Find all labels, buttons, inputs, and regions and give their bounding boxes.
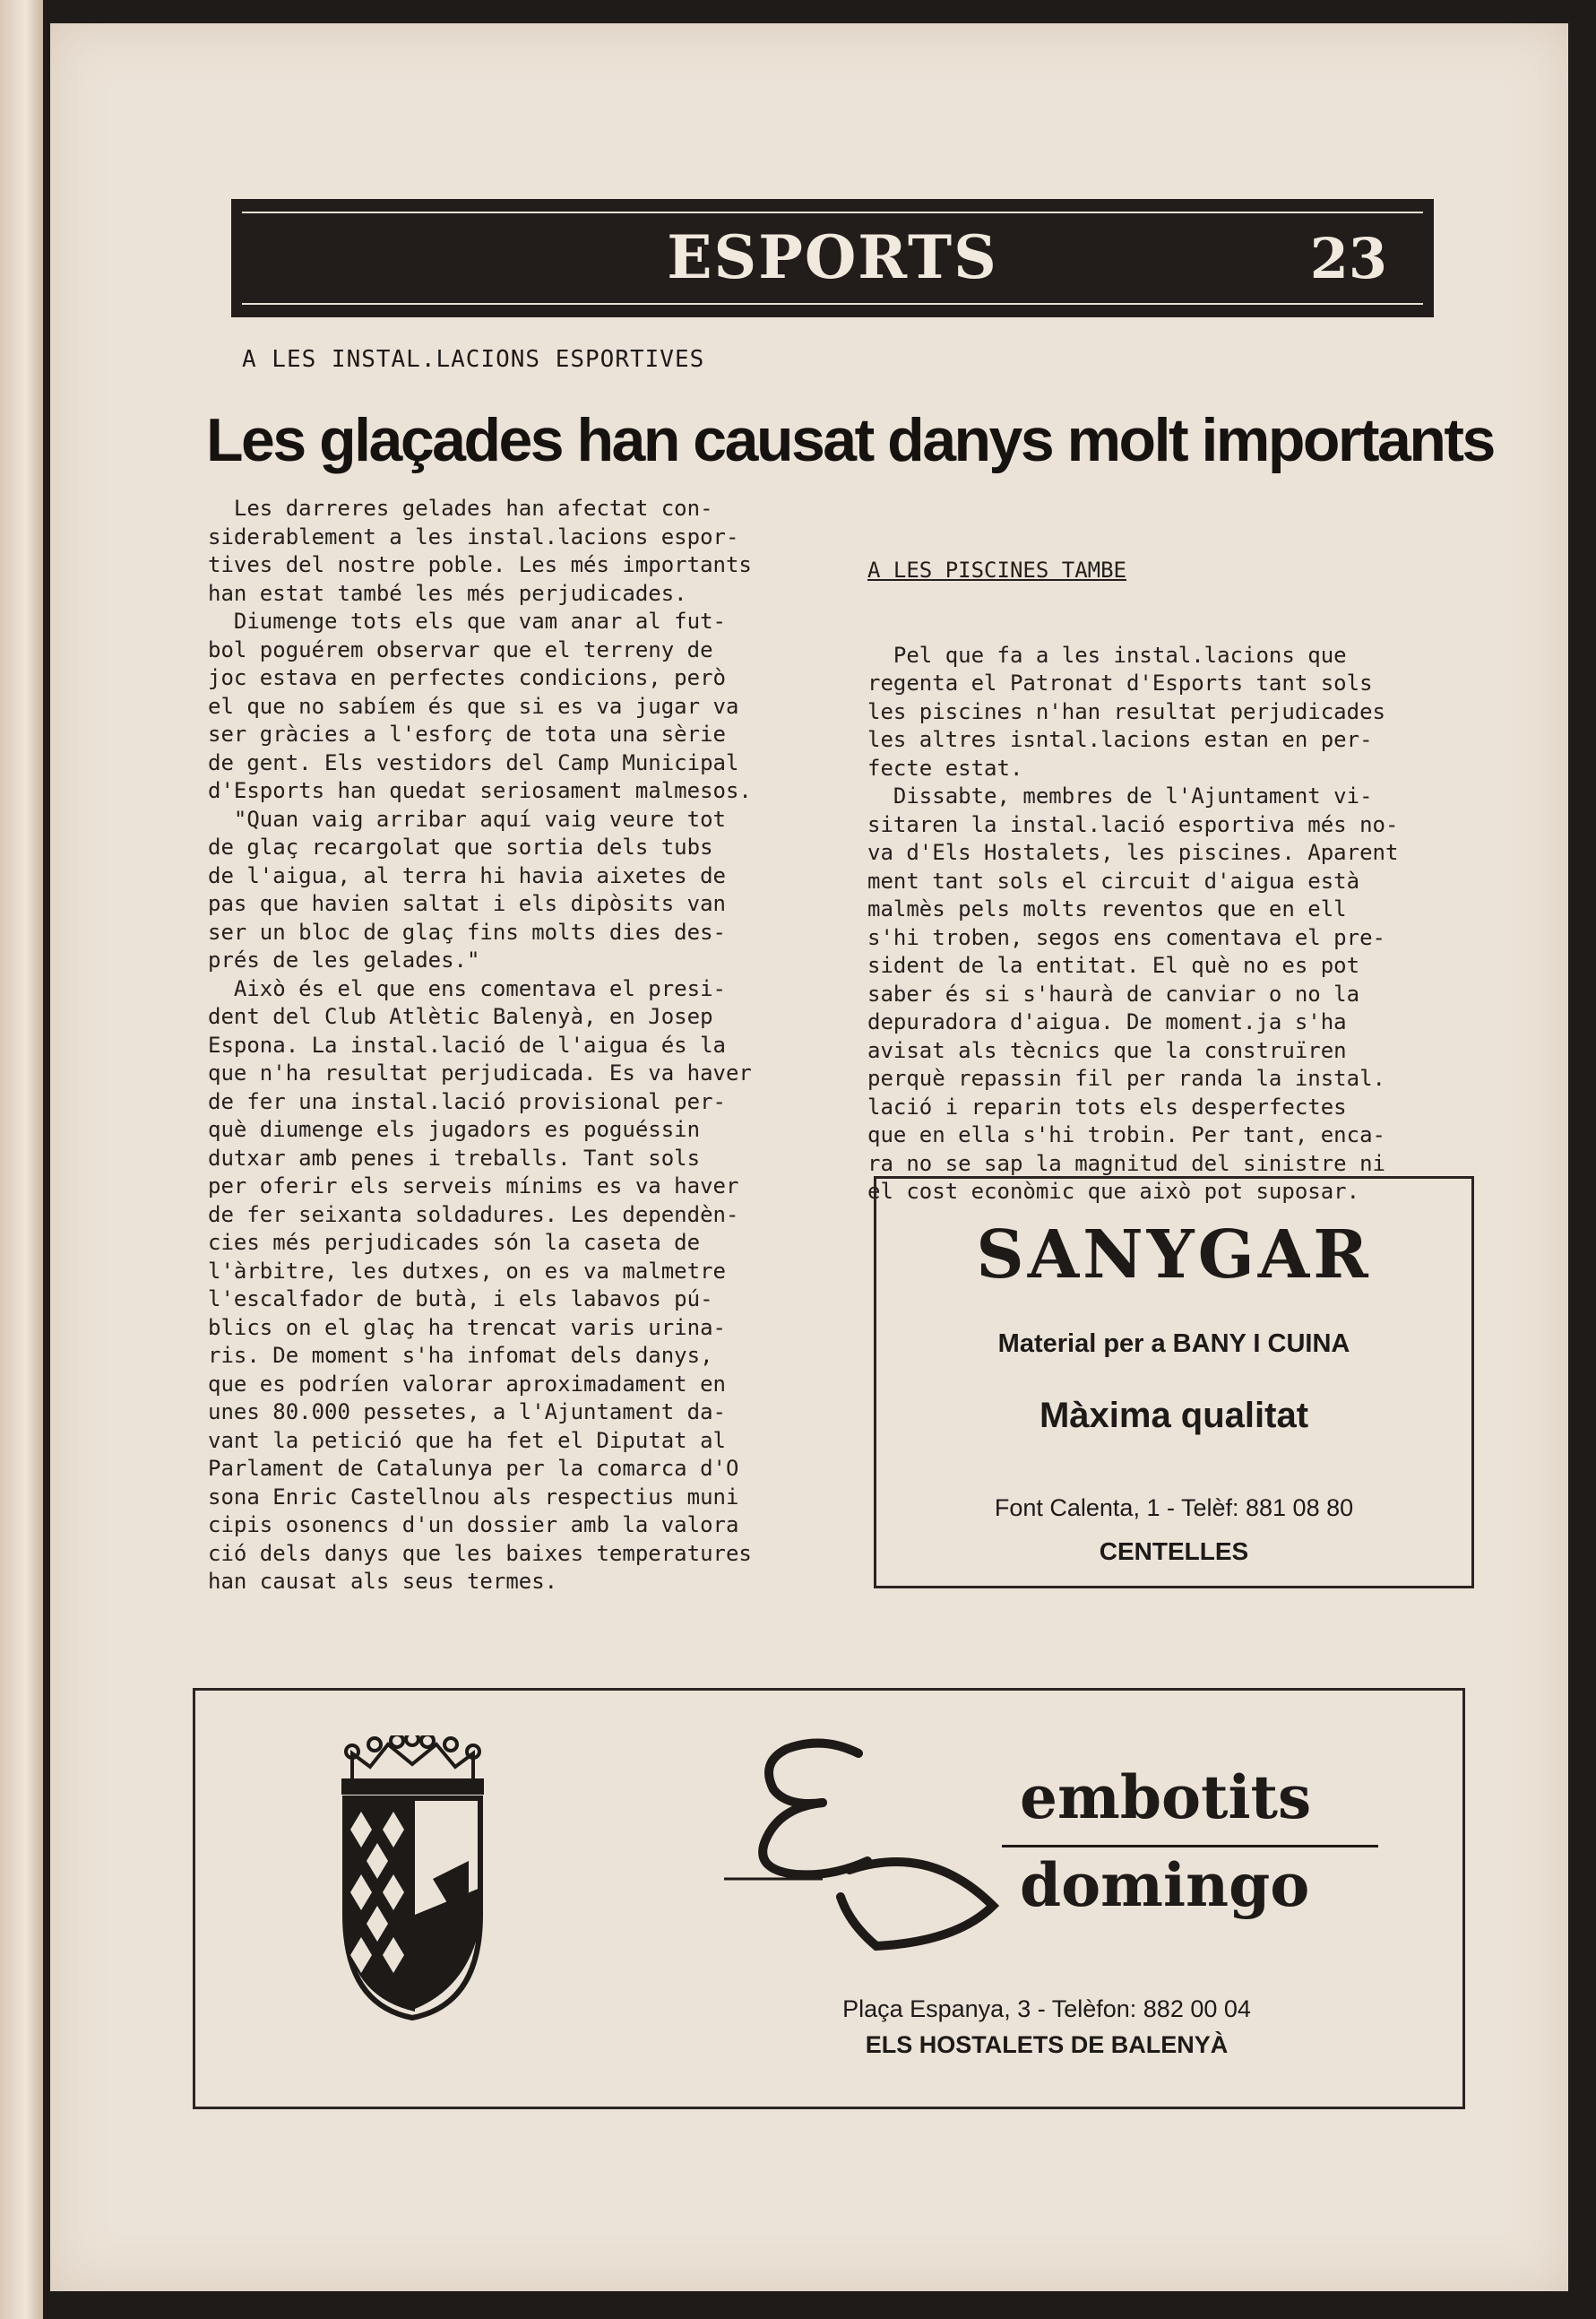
text-line: ser un bloc de glaç fins molts dies des- xyxy=(208,919,726,945)
ad-quality-slogan: Màxima qualitat xyxy=(1039,1396,1309,1435)
ad-brand-line-2: domingo xyxy=(1020,1850,1310,1920)
text-line: de gent. Els vestidors del Camp Municipal xyxy=(208,749,739,775)
ad-town: ELS HOSTALETS DE BALENYÀ xyxy=(865,2031,1229,2058)
text-line: depuradora d'aigua. De moment.ja s'ha xyxy=(867,1009,1347,1034)
text-line: el cost econòmic que això pot suposar. xyxy=(867,1179,1360,1204)
text-line: perquè repassin fil per randa la instal. xyxy=(867,1066,1385,1091)
header-rule-bottom xyxy=(242,303,1423,305)
text-line: han causat als seus termes. xyxy=(208,1569,558,1594)
article-column-left xyxy=(208,495,808,1596)
page-number: 23 xyxy=(1309,226,1387,291)
text-line: dent del Club Atlètic Balenyà, en Josep xyxy=(208,1004,713,1029)
text-line: les altres isntal.lacions estan en per- xyxy=(867,727,1373,752)
text-line: han estat també les més perjudicades. xyxy=(208,580,687,606)
section-header-bar xyxy=(231,199,1434,317)
ad-address: Plaça Espanya, 3 - Telèfon: 882 00 04 xyxy=(842,1995,1251,2022)
text-line: Espona. La instal.lació de l'aigua és la xyxy=(208,1032,726,1058)
binding-edge xyxy=(0,0,43,2319)
text-line: ris. De moment s'ha infomat dels danys, xyxy=(208,1343,713,1368)
text-line: prés de les gelades." xyxy=(208,948,480,973)
text-line: joc estava en perfectes condicions, però xyxy=(208,665,726,690)
text-line: Això és el que ens comentava el presi- xyxy=(208,975,726,1001)
text-line: per oferir els serveis mínims es va haver xyxy=(208,1173,739,1198)
ad-brand-line-1: embotits xyxy=(1020,1762,1312,1832)
coat-of-arms-icon xyxy=(334,1735,491,2022)
text-line: el que no sabíem és que si es va jugar va xyxy=(208,693,739,719)
text-line: pas que havien saltat i els dipòsits van xyxy=(208,891,726,916)
text-line: ment tant sols el circuit d'aigua està xyxy=(867,868,1360,894)
right-column-text xyxy=(867,642,1459,1207)
text-line: vant la petició que ha fet el Diputat al xyxy=(208,1427,726,1453)
text-line: Parlament de Catalunya per la comarca d'O xyxy=(208,1456,739,1481)
text-line: tives del nostre poble. Les més importants xyxy=(208,552,752,577)
text-line: sitaren la instal.lació esportiva més no- xyxy=(867,811,1399,837)
text-line: blics on el glaç ha trencat varis urina- xyxy=(208,1314,726,1340)
ad-brand-name: SANYGAR xyxy=(976,1216,1372,1294)
ad-town: CENTELLES xyxy=(1099,1537,1249,1565)
text-line: regenta el Patronat d'Esports tant sols xyxy=(867,671,1373,696)
text-line: ció dels danys que les baixes temperatures xyxy=(208,1540,752,1566)
text-line: saber és si s'haurà de canviar o no la xyxy=(867,981,1360,1007)
text-line: Pel que fa a les instal.lacions que xyxy=(867,642,1347,668)
text-line: lació i reparin tots els desperfectes xyxy=(867,1094,1347,1120)
text-line: fecte estat. xyxy=(867,755,1023,781)
text-line: d'Esports han quedat seriosament malmesos. xyxy=(208,778,752,803)
text-line: Dissabte, membres de l'Ajuntament vi- xyxy=(867,783,1373,809)
ad-brand-divider xyxy=(1002,1845,1378,1847)
article-kicker: A LES INSTAL.LACIONS ESPORTIVES xyxy=(242,346,705,373)
text-line: l'escalfador de butà, i els labavos pú- xyxy=(208,1286,713,1311)
text-line: les piscines n'han resultat perjudicades xyxy=(867,698,1385,724)
section-title: ESPORTS xyxy=(667,222,998,292)
text-line: unes 80.000 pessetes, a l'Ajuntament da- xyxy=(208,1399,726,1424)
text-line: l'àrbitre, les dutxes, on es va malmetre xyxy=(208,1258,726,1284)
text-line: que es podríen valorar aproximadament en xyxy=(208,1371,726,1397)
text-line: sident de la entitat. El què no es pot xyxy=(867,953,1360,978)
text-line: de l'aigua, al terra hi havia aixetes de xyxy=(208,862,726,888)
text-line: siderablement a les instal.lacions espor- xyxy=(208,524,739,549)
ad-address: Font Calenta, 1 - Telèf: 881 08 80 xyxy=(994,1494,1354,1521)
advertisement-sanygar xyxy=(874,1176,1474,1588)
text-line: ra no se sap la magnitud del sinistre ni xyxy=(867,1150,1385,1176)
text-line: va d'Els Hostalets, les piscines. Aparent xyxy=(867,840,1399,865)
text-line: de fer una instal.lació provisional per- xyxy=(208,1088,726,1114)
ad-tagline: Material per a BANY I CUINA xyxy=(997,1329,1350,1358)
text-line: cipis osonencs d'un dossier amb la valora xyxy=(208,1512,739,1537)
text-line: Diumenge tots els que vam anar al fut- xyxy=(208,609,726,634)
text-line: s'hi troben, segos ens comentava el pre- xyxy=(867,924,1385,950)
text-line: "Quan vaig arribar aquí vaig veure tot xyxy=(208,806,726,832)
text-line: de fer seixanta soldadures. Les dependèn- xyxy=(208,1201,739,1227)
header-rule-top xyxy=(242,212,1423,213)
text-line: malmès pels molts reventos que en ell xyxy=(867,896,1347,922)
ed-monogram-logo xyxy=(724,1718,1029,1960)
text-line: cies més perjudicades són la caseta de xyxy=(208,1230,701,1255)
advertisement-embotits-domingo xyxy=(193,1688,1465,2109)
text-line: dutxar amb penes i treballs. Tant sols xyxy=(208,1145,701,1171)
article-column-right xyxy=(867,500,1459,1234)
text-line: avisat als tècnics que la construïren xyxy=(867,1037,1347,1063)
text-line: Les darreres gelades han afectat con- xyxy=(208,496,713,521)
text-line: ser gràcies a l'esforç de tota una sèrie xyxy=(208,722,726,747)
text-line: de glaç recargolat que sortia dels tubs xyxy=(208,835,713,860)
text-line: que n'ha resultat perjudicada. Es va haver xyxy=(208,1060,752,1086)
text-line: sona Enric Castellnou als respectius muni xyxy=(208,1484,739,1510)
article-headline: Les glaçades han causat danys molt importants xyxy=(206,406,1494,474)
text-line: bol poguérem observar que el terreny de xyxy=(208,636,713,662)
text-line: que en ella s'hi trobin. Per tant, enca- xyxy=(867,1122,1385,1147)
sub-kicker: A LES PISCINES TAMBE xyxy=(867,558,1126,583)
text-line: què diumenge els jugadors es poguéssin xyxy=(208,1117,701,1142)
